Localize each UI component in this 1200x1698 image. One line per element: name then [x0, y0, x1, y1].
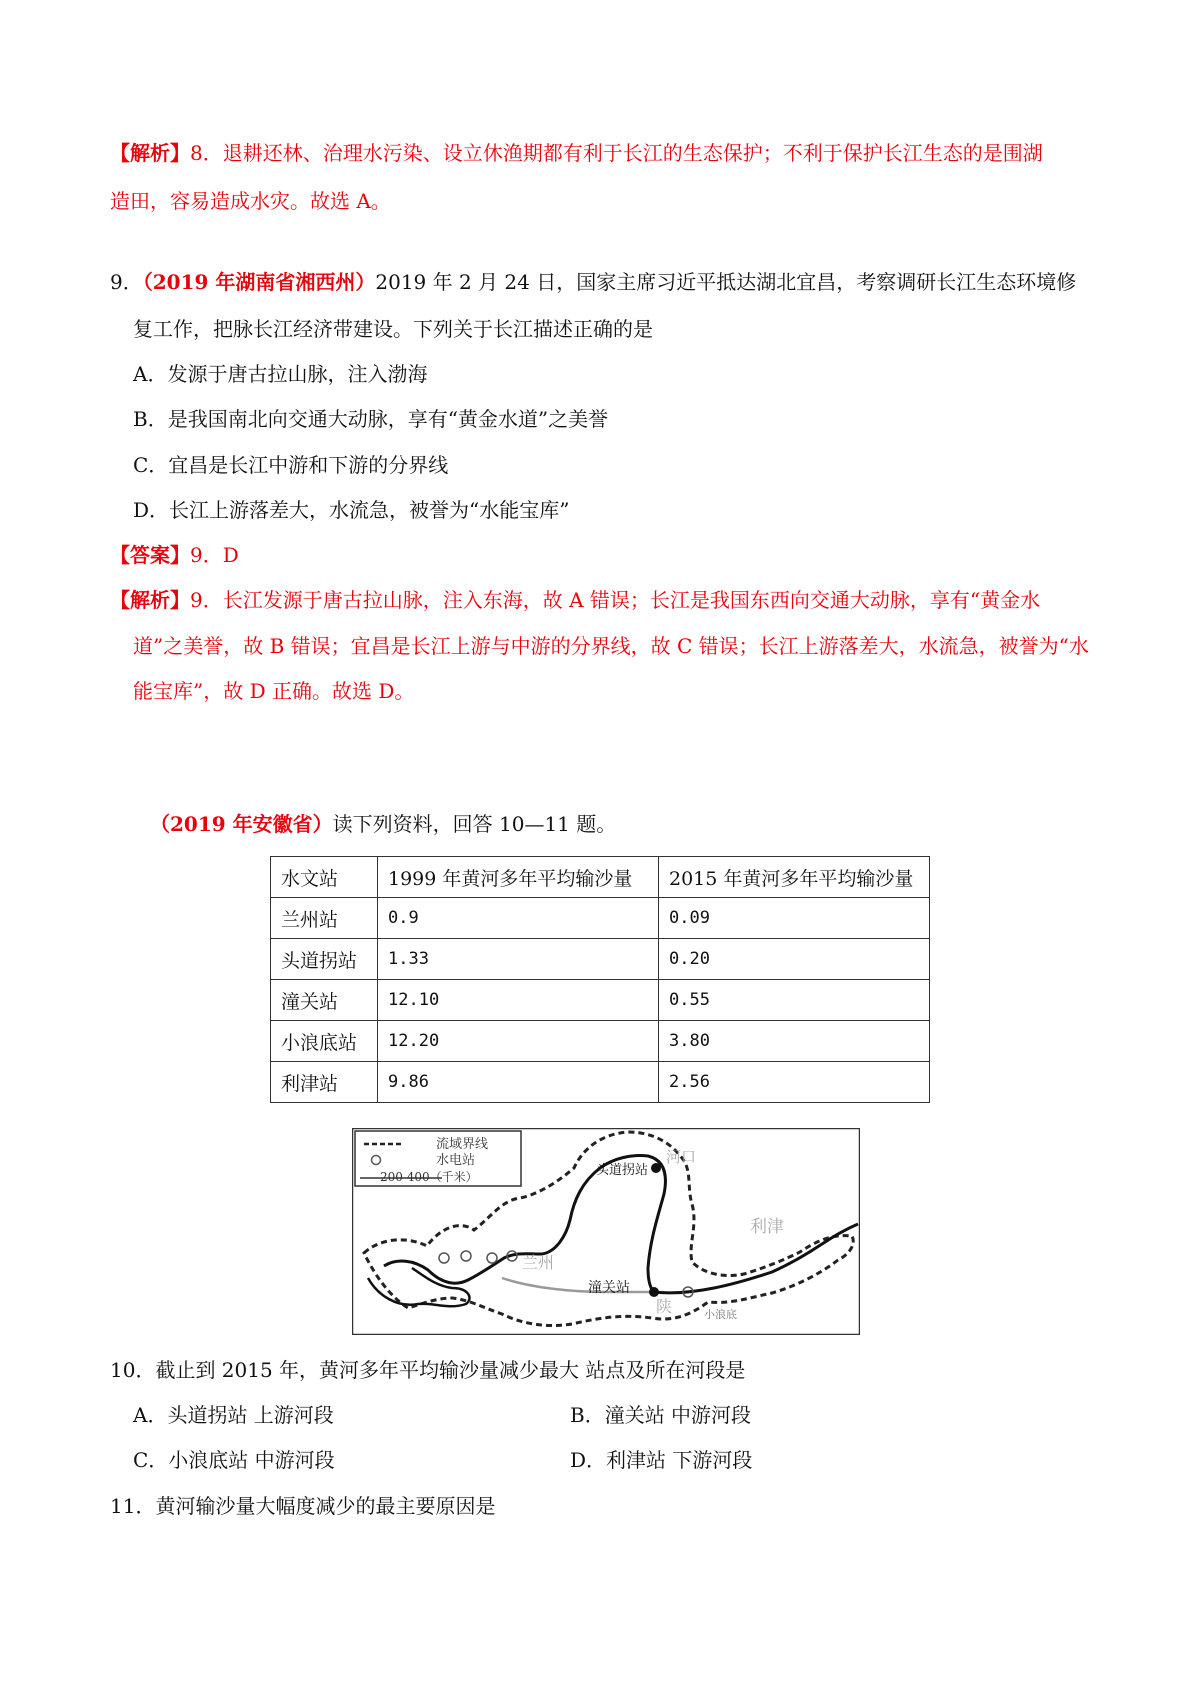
question-9-stem-line-2: 复工作，把脉长江经济带建设。下列关于长江描述正确的是	[133, 317, 653, 341]
table-cell-1999: 1.33	[378, 939, 659, 980]
table-cell-station: 小浪底站	[271, 1021, 378, 1062]
scale-label: 200 400（千米）	[380, 1170, 478, 1184]
question-10-option-b: B．潼关站 中游河段	[570, 1403, 752, 1427]
question-10-option-d: D．利津站 下游河段	[570, 1448, 753, 1472]
table-cell-station: 潼关站	[271, 980, 378, 1021]
table-row	[271, 980, 930, 1021]
table-cell-2015: 0.09	[659, 898, 930, 939]
table-cell-2015: 0.20	[659, 939, 930, 980]
analysis-8-line-2: 造田，容易造成水灾。故选 A。	[110, 189, 391, 213]
label-tongguan: 潼关站	[588, 1280, 630, 1296]
analysis-9-line-2: 道”之美誉，故 B 错误；宜昌是长江上游与中游的分界线，故 C 错误；长江上游落差大，水流急，被誉为“水	[133, 634, 1089, 658]
question-10-option-a: A．头道拐站 上游河段	[133, 1403, 334, 1427]
question-11-stem: 11．黄河输沙量大幅度减少的最主要原因是	[110, 1494, 496, 1518]
question-9-option-d: D．长江上游落差大，水流急，被誉为“水能宝库”	[133, 498, 570, 522]
question-10-stem: 10．截止到 2015 年，黄河多年平均输沙量减少最大 站点及所在河段是	[110, 1358, 746, 1382]
table-row	[271, 898, 930, 939]
table-cell-station: 兰州站	[271, 898, 378, 939]
table-cell-station: 头道拐站	[271, 939, 378, 980]
table-row	[271, 1062, 930, 1103]
question-9-option-c: C．宜昌是长江中游和下游的分界线	[133, 453, 449, 477]
table-header: 2015 年黄河多年平均输沙量	[659, 857, 930, 898]
table-cell-station: 利津站	[271, 1062, 378, 1103]
map-legend	[355, 1131, 521, 1186]
table-cell-1999: 9.86	[378, 1062, 659, 1103]
table-row	[271, 1021, 930, 1062]
label-lijin: 利津	[750, 1217, 784, 1237]
question-9-option-b: B．是我国南北向交通大动脉，享有“黄金水道”之美誉	[133, 407, 609, 431]
answer-9: 【答案】9．D	[110, 543, 239, 567]
table-cell-2015: 3.80	[659, 1021, 930, 1062]
toudaoguai-station-dot	[651, 1163, 661, 1173]
yellow-river-map	[352, 1128, 860, 1335]
question-9-source: （2019 年湖南省湘西州）	[142, 270, 376, 294]
legend-station-label: 水电站	[436, 1153, 476, 1168]
question-9-stem: 9．（2019 年湖南省湘西州）2019 年 2 月 24 日，国家主席习近平抵达湖北宜昌，考察调研长江生态环境修	[110, 270, 1077, 294]
table-header: 1999 年黄河多年平均输沙量	[378, 857, 659, 898]
label-xiaolangdi: 小浪底	[704, 1308, 737, 1321]
analysis-8-line-1: 【解析】8．退耕还林、治理水污染、设立休渔期都有利于长江的生态保护；不利于保护长江生态的是围湖	[110, 141, 1043, 165]
legend-boundary-label: 流域界线	[436, 1137, 489, 1152]
table-row	[271, 939, 930, 980]
question-9-option-a: A．发源于唐古拉山脉，注入渤海	[133, 362, 428, 386]
table-cell-1999: 12.20	[378, 1021, 659, 1062]
analysis-9-line-3: 能宝库”，故 D 正确。故选 D。	[133, 679, 415, 703]
sediment-table	[270, 856, 930, 1103]
analysis-9-line-1: 【解析】9．长江发源于唐古拉山脉，注入东海，故 A 错误；长江是我国东西向交通大动脉，享有“黄金水	[110, 588, 1041, 612]
analysis-label: 【解析】	[110, 141, 190, 165]
label-hekou: 河口	[666, 1148, 697, 1166]
label-shaan: 陕	[656, 1297, 673, 1316]
intro-10-11: （2019 年安徽省）读下列资料，回答 10—11 题。	[150, 812, 617, 836]
label-toudaoguai: 头道拐站	[596, 1163, 649, 1178]
table-cell-1999: 12.10	[378, 980, 659, 1021]
table-header: 水文站	[271, 857, 378, 898]
intro-source: （2019 年安徽省）	[150, 812, 333, 836]
question-10-option-c: C．小浪底站 中游河段	[133, 1448, 335, 1472]
table-header-row	[271, 857, 930, 898]
tongguan-station-dot	[649, 1287, 659, 1297]
table-cell-1999: 0.9	[378, 898, 659, 939]
label-lanzhou: 兰州	[522, 1253, 555, 1272]
table-cell-2015: 0.55	[659, 980, 930, 1021]
table-cell-2015: 2.56	[659, 1062, 930, 1103]
